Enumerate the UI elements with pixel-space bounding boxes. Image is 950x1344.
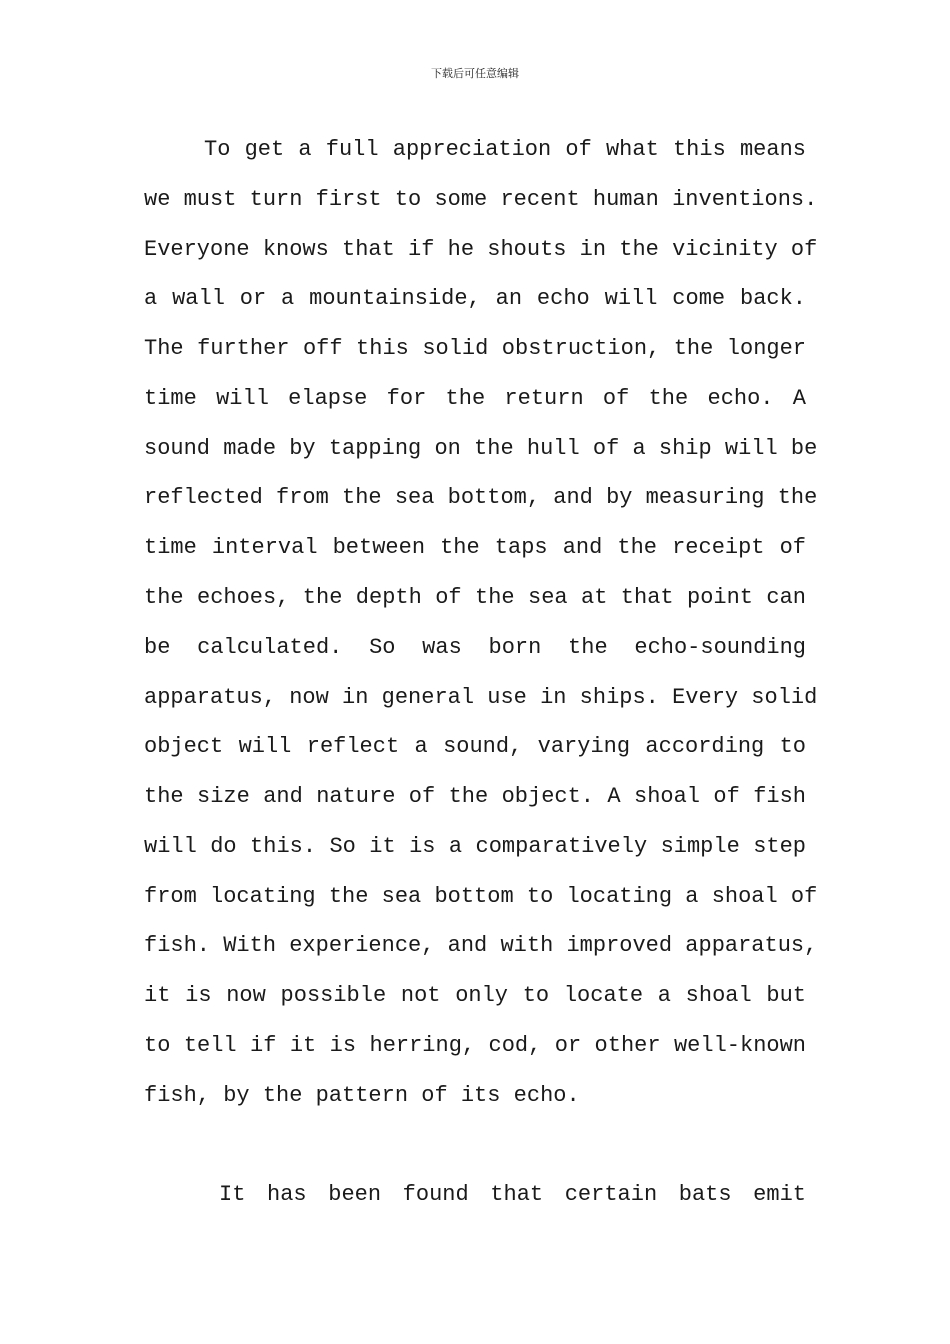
- text-line: the size and nature of the object. A shoal of fish: [144, 784, 806, 809]
- page-header: 下载后可任意编辑: [431, 67, 519, 80]
- text-line: be calculated. So was born the echo-sounding: [144, 635, 806, 660]
- text-line: reflected from the sea bottom, and by measuring the: [144, 485, 818, 510]
- text-line: fish. With experience, and with improved apparatus,: [144, 933, 818, 958]
- text-line: fish, by the pattern of its echo.: [144, 1083, 580, 1108]
- text-line: apparatus, now in general use in ships. Every solid: [144, 685, 818, 710]
- text-line: it is now possible not only to locate a shoal but: [144, 983, 806, 1008]
- text-line: from locating the sea bottom to locating a shoal of: [144, 884, 818, 909]
- text-line: To get a full appreciation of what this means: [204, 137, 806, 162]
- text-line: Everyone knows that if he shouts in the vicinity of: [144, 237, 818, 262]
- text-line: a wall or a mountainside, an echo will come back.: [144, 286, 806, 311]
- text-line: will do this. So it is a comparatively simple step: [144, 834, 806, 859]
- text-line: time interval between the taps and the receipt of: [144, 535, 806, 560]
- text-line: It has been found that certain bats emit: [219, 1182, 806, 1207]
- text-line: sound made by tapping on the hull of a ship will be: [144, 436, 818, 461]
- text-line: we must turn first to some recent human inventions.: [144, 187, 818, 212]
- text-line: object will reflect a sound, varying according to: [144, 734, 806, 759]
- text-line: time will elapse for the return of the echo. A: [144, 386, 806, 411]
- text-line: the echoes, the depth of the sea at that point can: [144, 585, 806, 610]
- text-line: to tell if it is herring, cod, or other well-known: [144, 1033, 806, 1058]
- text-line: The further off this solid obstruction, the longer: [144, 336, 806, 361]
